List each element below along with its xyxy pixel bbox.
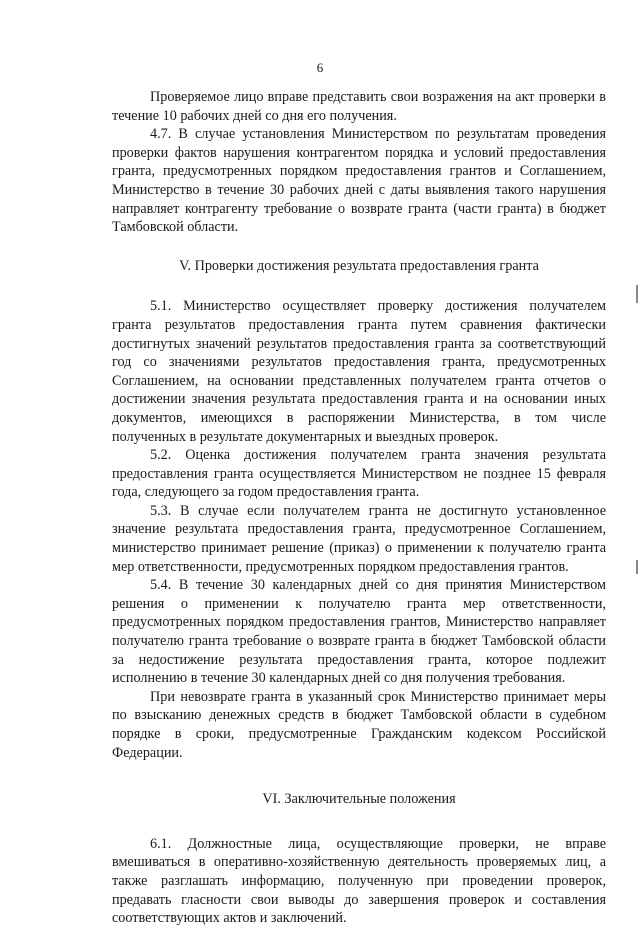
scan-edge-mark-bottom [636,560,638,574]
section-heading-v: V. Проверки достижения результата предоставления гранта [179,257,539,274]
paragraph-5-1: 5.1. Министерство осуществляет проверку достижения получателем гранта результатов предоставления гранта путем сравнения фактически достигнутых значений результатов предоставления гранта за соответствующий год со значениями результатов предоставления гранта, предусмотренных Соглашением, на основании представленных получателем гранта отчетов о достижении значения результата предоставления гранта и на основании иных документов, имеющихся в распоряжении Министерства, в том числе полученных в результате документарных и выездных проверок. [112,298,606,445]
paragraph-objection-right: Проверяемое лицо вправе представить свои возражения на акт проверки в течение 10 рабочих дней со дня его получения. [112,89,606,124]
paragraph-4-7: 4.7. В случае установления Министерством по результатам проведения проверки фактов нарушения контрагентом порядка и условий предоставления гранта, предусмотренных порядком предоставления грантов и Соглашением, Министерство в течение 30 рабочих дней с даты выявления такого нарушения направляет контрагенту требование о возврате гранта (части гранта) в бюджет Тамбовской области. [112,126,606,236]
scan-edge-mark-top [636,285,638,303]
paragraph-5-3: 5.3. В случае если получателем гранта не достигнуто установленное значение результата предоставления гранта, предусмотренное Соглашением, министерство принимает решение (приказ) о применении к получателю гранта мер ответственности, предусмотренных порядком предоставления грантов. [112,502,606,575]
paragraph-6-1: 6.1. Должностные лица, осуществляющие проверки, не вправе вмешиваться в оперативно-хозяйственную деятельность проверяемых лиц, а также разглашать информацию, полученную при проведении проверок, предавать гласности свои выводы до завершения проверок и составления соответствующих актов и заключений. [112,835,606,927]
page-number: 6 [316,60,324,75]
document-body [112,88,606,928]
paragraph-5-4: 5.4. В течение 30 календарных дней со дня принятия Министерством решения о применении к получателю гранта мер ответственности, предусмотренных порядком предоставления грантов, Министерство направляет получателю гранта требование о возврате гранта в бюджет Тамбовской области за недостижение результата предоставления гранта, которое подлежит исполнению в течение 30 календарных дней со дня получения требования. [112,577,606,687]
section-heading-vi: VI. Заключительные положения [262,791,456,808]
paragraph-non-return: При невозврате гранта в указанный срок Министерство принимает меры по взысканию денежных средств в бюджет Тамбовской области в судебном порядке в сроки, предусмотренные Гражданским кодексом Российской Федерации. [112,688,606,761]
paragraph-5-2: 5.2. Оценка достижения получателем гранта значения результата предоставления гранта осуществляется Министерством не позднее 15 февраля года, следующего за годом предоставления гранта. [112,447,606,501]
